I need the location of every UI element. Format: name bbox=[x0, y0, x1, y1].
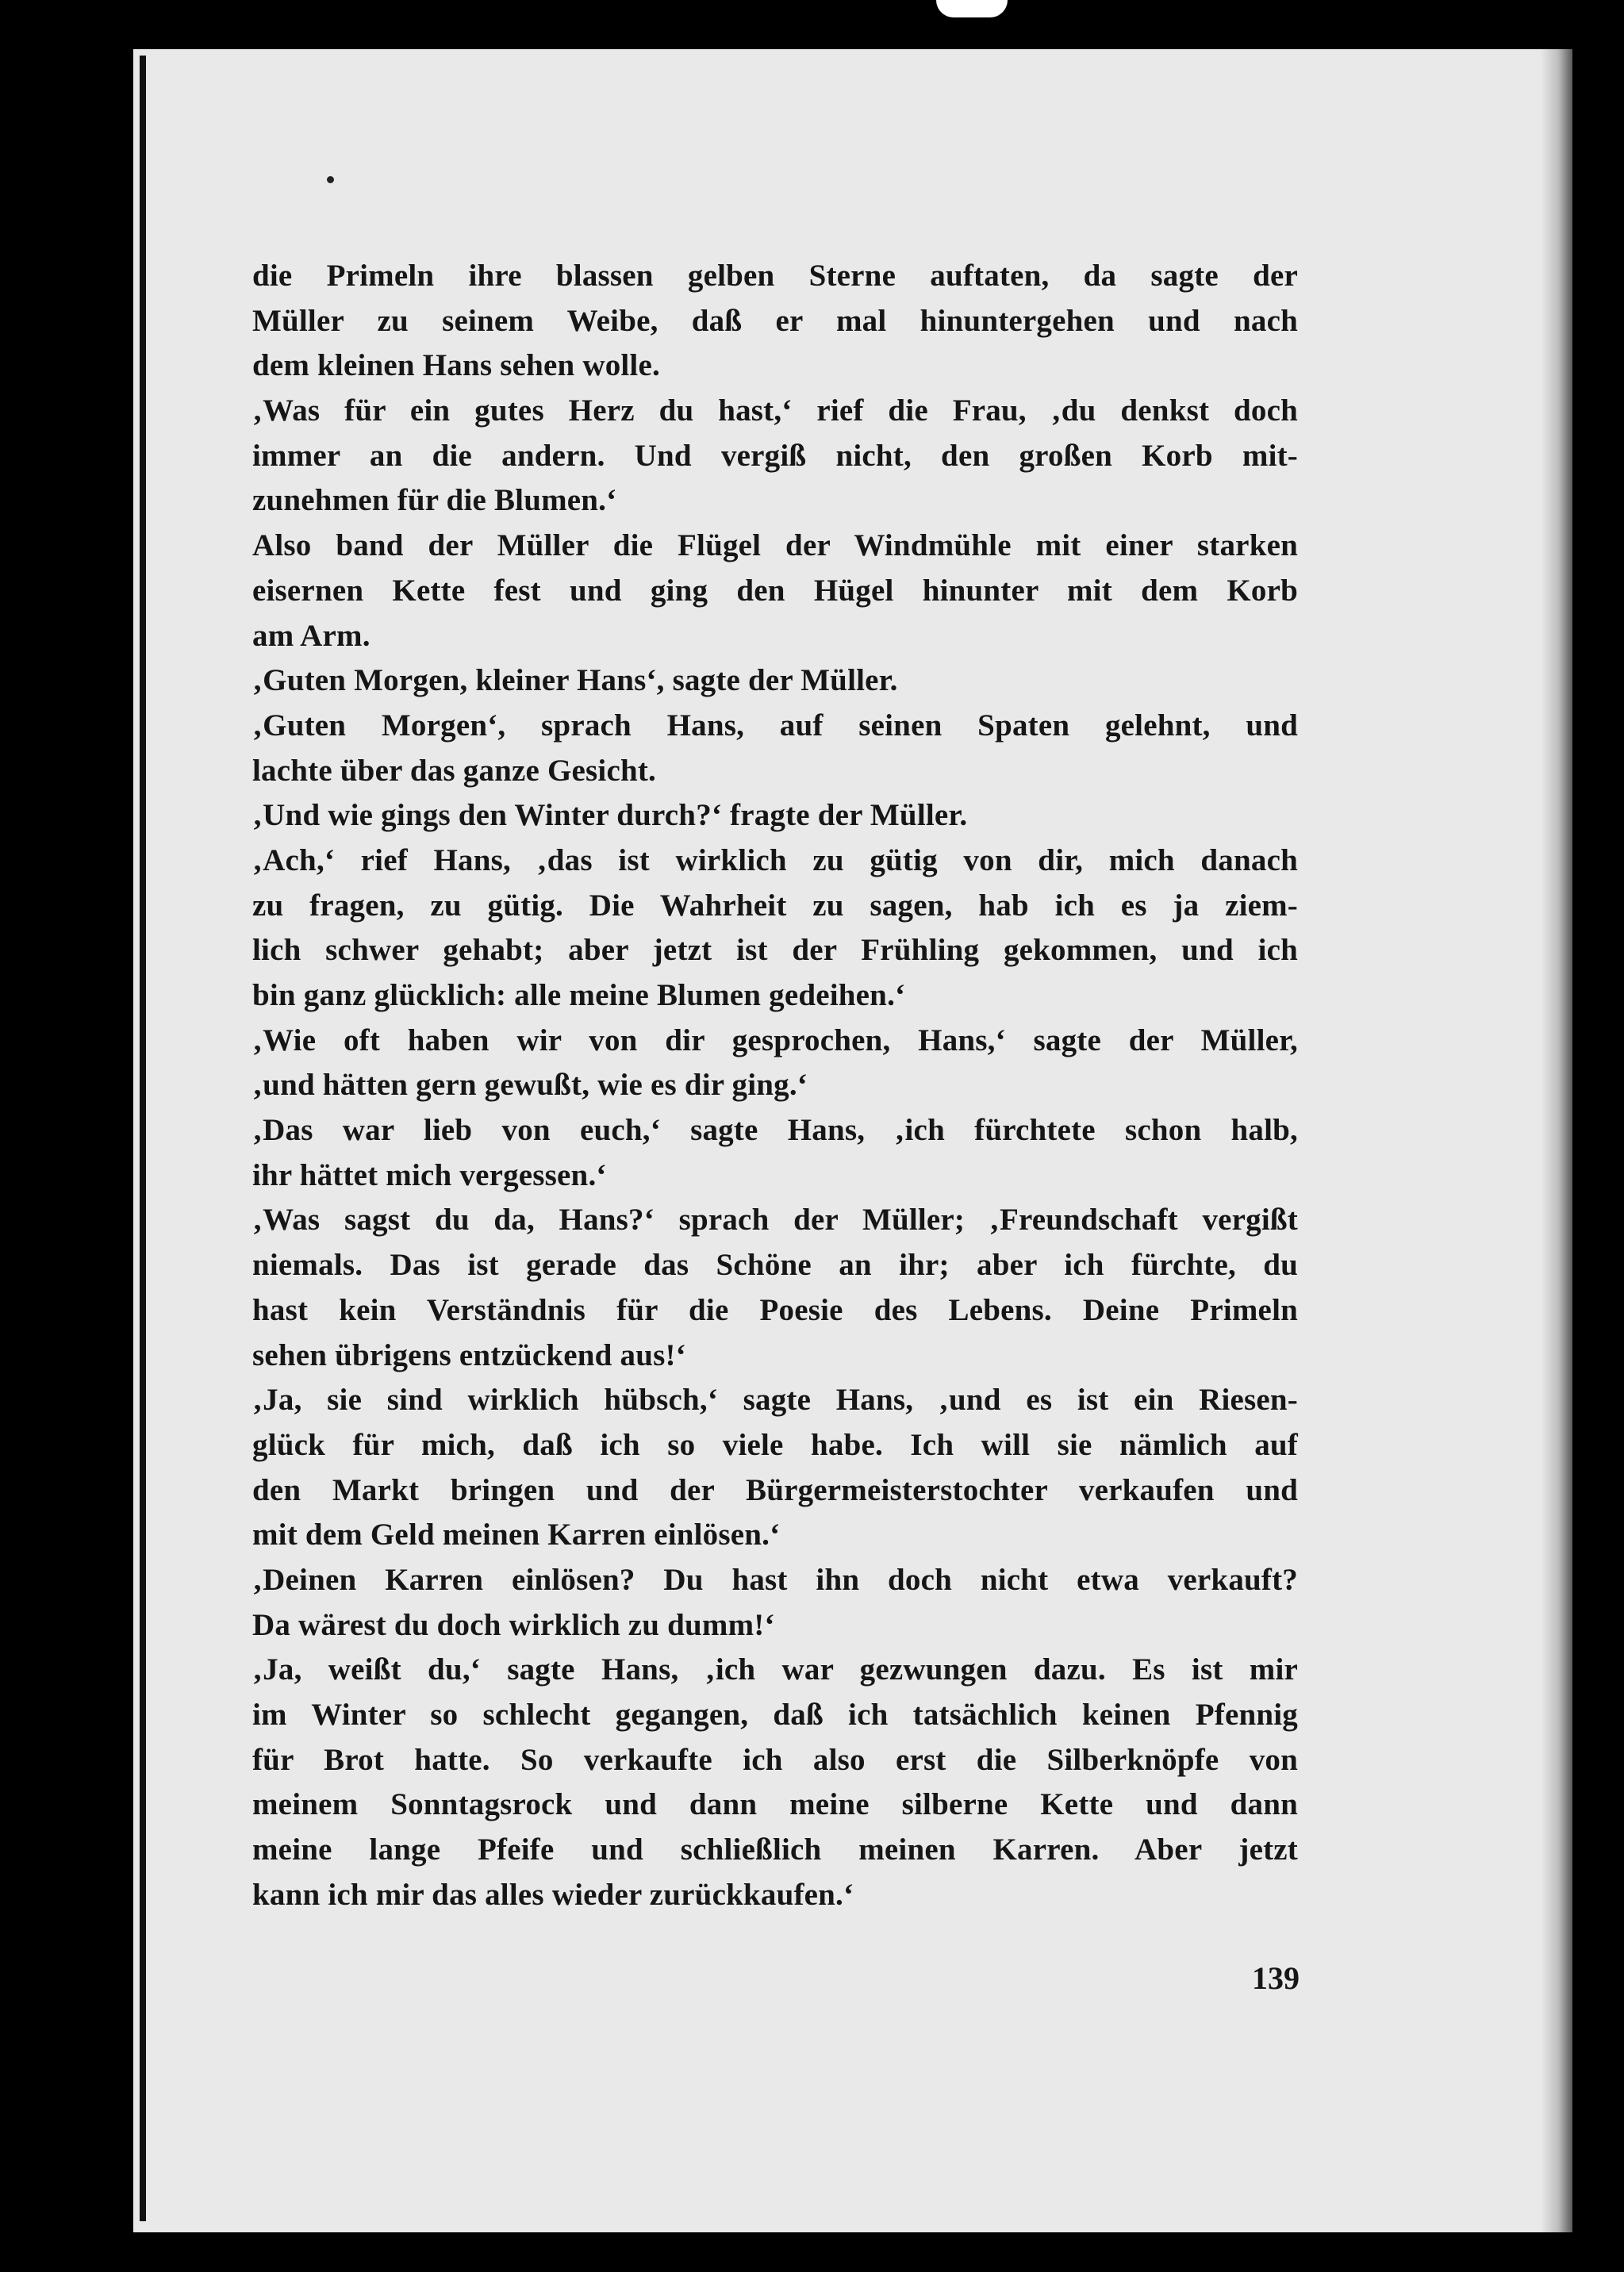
text-line: ‚und hätten gern gewußt, wie es dir ging.‘ bbox=[252, 1068, 808, 1103]
text-line: ‚Guten Morgen, kleiner Hans‘, sagte der Müller. bbox=[252, 663, 898, 698]
text-line: sehen übrigens entzückend aus!‘ bbox=[252, 1337, 686, 1372]
text-line: dem kleinen Hans sehen wolle. bbox=[252, 348, 660, 383]
scan-speck bbox=[327, 176, 334, 183]
text-line: zu fragen, zu gütig. Die Wahrheit zu sagen, hab ich es ja ziem- bbox=[252, 888, 1298, 923]
text-line: Also band der Müller die Flügel der Windmühle mit einer starken bbox=[252, 528, 1298, 563]
page-edge-shadow bbox=[1541, 49, 1572, 2232]
text-line: ‚Wie oft haben wir von dir gesprochen, Hans,‘ sagte der Müller, bbox=[252, 1023, 1298, 1057]
text-line: Müller zu seinem Weibe, daß er mal hinuntergehen und nach bbox=[252, 303, 1298, 338]
page-number: 139 bbox=[1252, 1960, 1300, 1996]
text-line: ‚Guten Morgen‘, sprach Hans, auf seinen Spaten gelehnt, und bbox=[252, 708, 1298, 743]
text-line: immer an die andern. Und vergiß nicht, den großen Korb mit- bbox=[252, 438, 1298, 473]
text-line: am Arm. bbox=[252, 618, 370, 653]
scanner-clip-mark bbox=[936, 0, 1008, 17]
page-gutter-edge bbox=[140, 56, 146, 2221]
text-line: zunehmen für die Blumen.‘ bbox=[252, 483, 617, 518]
body-text bbox=[252, 254, 1298, 1917]
text-line: ‚Und wie gings den Winter durch?‘ fragte der Müller. bbox=[252, 798, 968, 833]
text-line: ihr hättet mich vergessen.‘ bbox=[252, 1157, 607, 1192]
text-line: eisernen Kette fest und ging den Hügel hinunter mit dem Korb bbox=[252, 573, 1298, 608]
text-line: ‚Das war lieb von euch,‘ sagte Hans, ‚ich fürchtete schon halb, bbox=[252, 1113, 1298, 1148]
text-line: ‚Deinen Karren einlösen? Du hast ihn doch nicht etwa verkauft? bbox=[252, 1562, 1298, 1597]
text-line: die Primeln ihre blassen gelben Sterne auftaten, da sagte der bbox=[252, 259, 1298, 293]
text-line: kann ich mir das alles wieder zurückkaufen.‘ bbox=[252, 1877, 854, 1912]
text-line: ‚Was sagst du da, Hans?‘ sprach der Müller; ‚Freundschaft vergißt bbox=[252, 1203, 1298, 1238]
text-line: ‚Was für ein gutes Herz du hast,‘ rief die Frau, ‚du denkst doch bbox=[252, 393, 1298, 428]
text-line: für Brot hatte. So verkaufte ich also erst die Silberknöpfe von bbox=[252, 1742, 1298, 1777]
text-line: den Markt bringen und der Bürgermeisterstochter verkaufen und bbox=[252, 1472, 1298, 1507]
text-line: glück für mich, daß ich so viele habe. Ich will sie nämlich auf bbox=[252, 1427, 1298, 1462]
text-line: im Winter so schlecht gegangen, daß ich tatsächlich keinen Pfennig bbox=[252, 1698, 1298, 1732]
text-line: meinem Sonntagsrock und dann meine silberne Kette und dann bbox=[252, 1787, 1298, 1822]
text-line: Da wärest du doch wirklich zu dumm!‘ bbox=[252, 1607, 775, 1642]
text-line: niemals. Das ist gerade das Schöne an ihr; aber ich fürchte, du bbox=[252, 1248, 1298, 1283]
text-line: lachte über das ganze Gesicht. bbox=[252, 753, 657, 788]
text-line: bin ganz glücklich: alle meine Blumen gedeihen.‘ bbox=[252, 978, 906, 1012]
text-line: mit dem Geld meinen Karren einlösen.‘ bbox=[252, 1518, 781, 1552]
text-line: hast kein Verständnis für die Poesie des Lebens. Deine Primeln bbox=[252, 1292, 1298, 1327]
text-line: lich schwer gehabt; aber jetzt ist der Frühling gekommen, und ich bbox=[252, 933, 1298, 968]
text-line: ‚Ja, sie sind wirklich hübsch,‘ sagte Hans, ‚und es ist ein Riesen- bbox=[252, 1383, 1298, 1418]
text-line: meine lange Pfeife und schließlich meinen Karren. Aber jetzt bbox=[252, 1833, 1298, 1867]
text-line: ‚Ja, weißt du,‘ sagte Hans, ‚ich war gezwungen dazu. Es ist mir bbox=[252, 1652, 1298, 1687]
text-line: ‚Ach,‘ rief Hans, ‚das ist wirklich zu gütig von dir, mich danach bbox=[252, 842, 1298, 877]
